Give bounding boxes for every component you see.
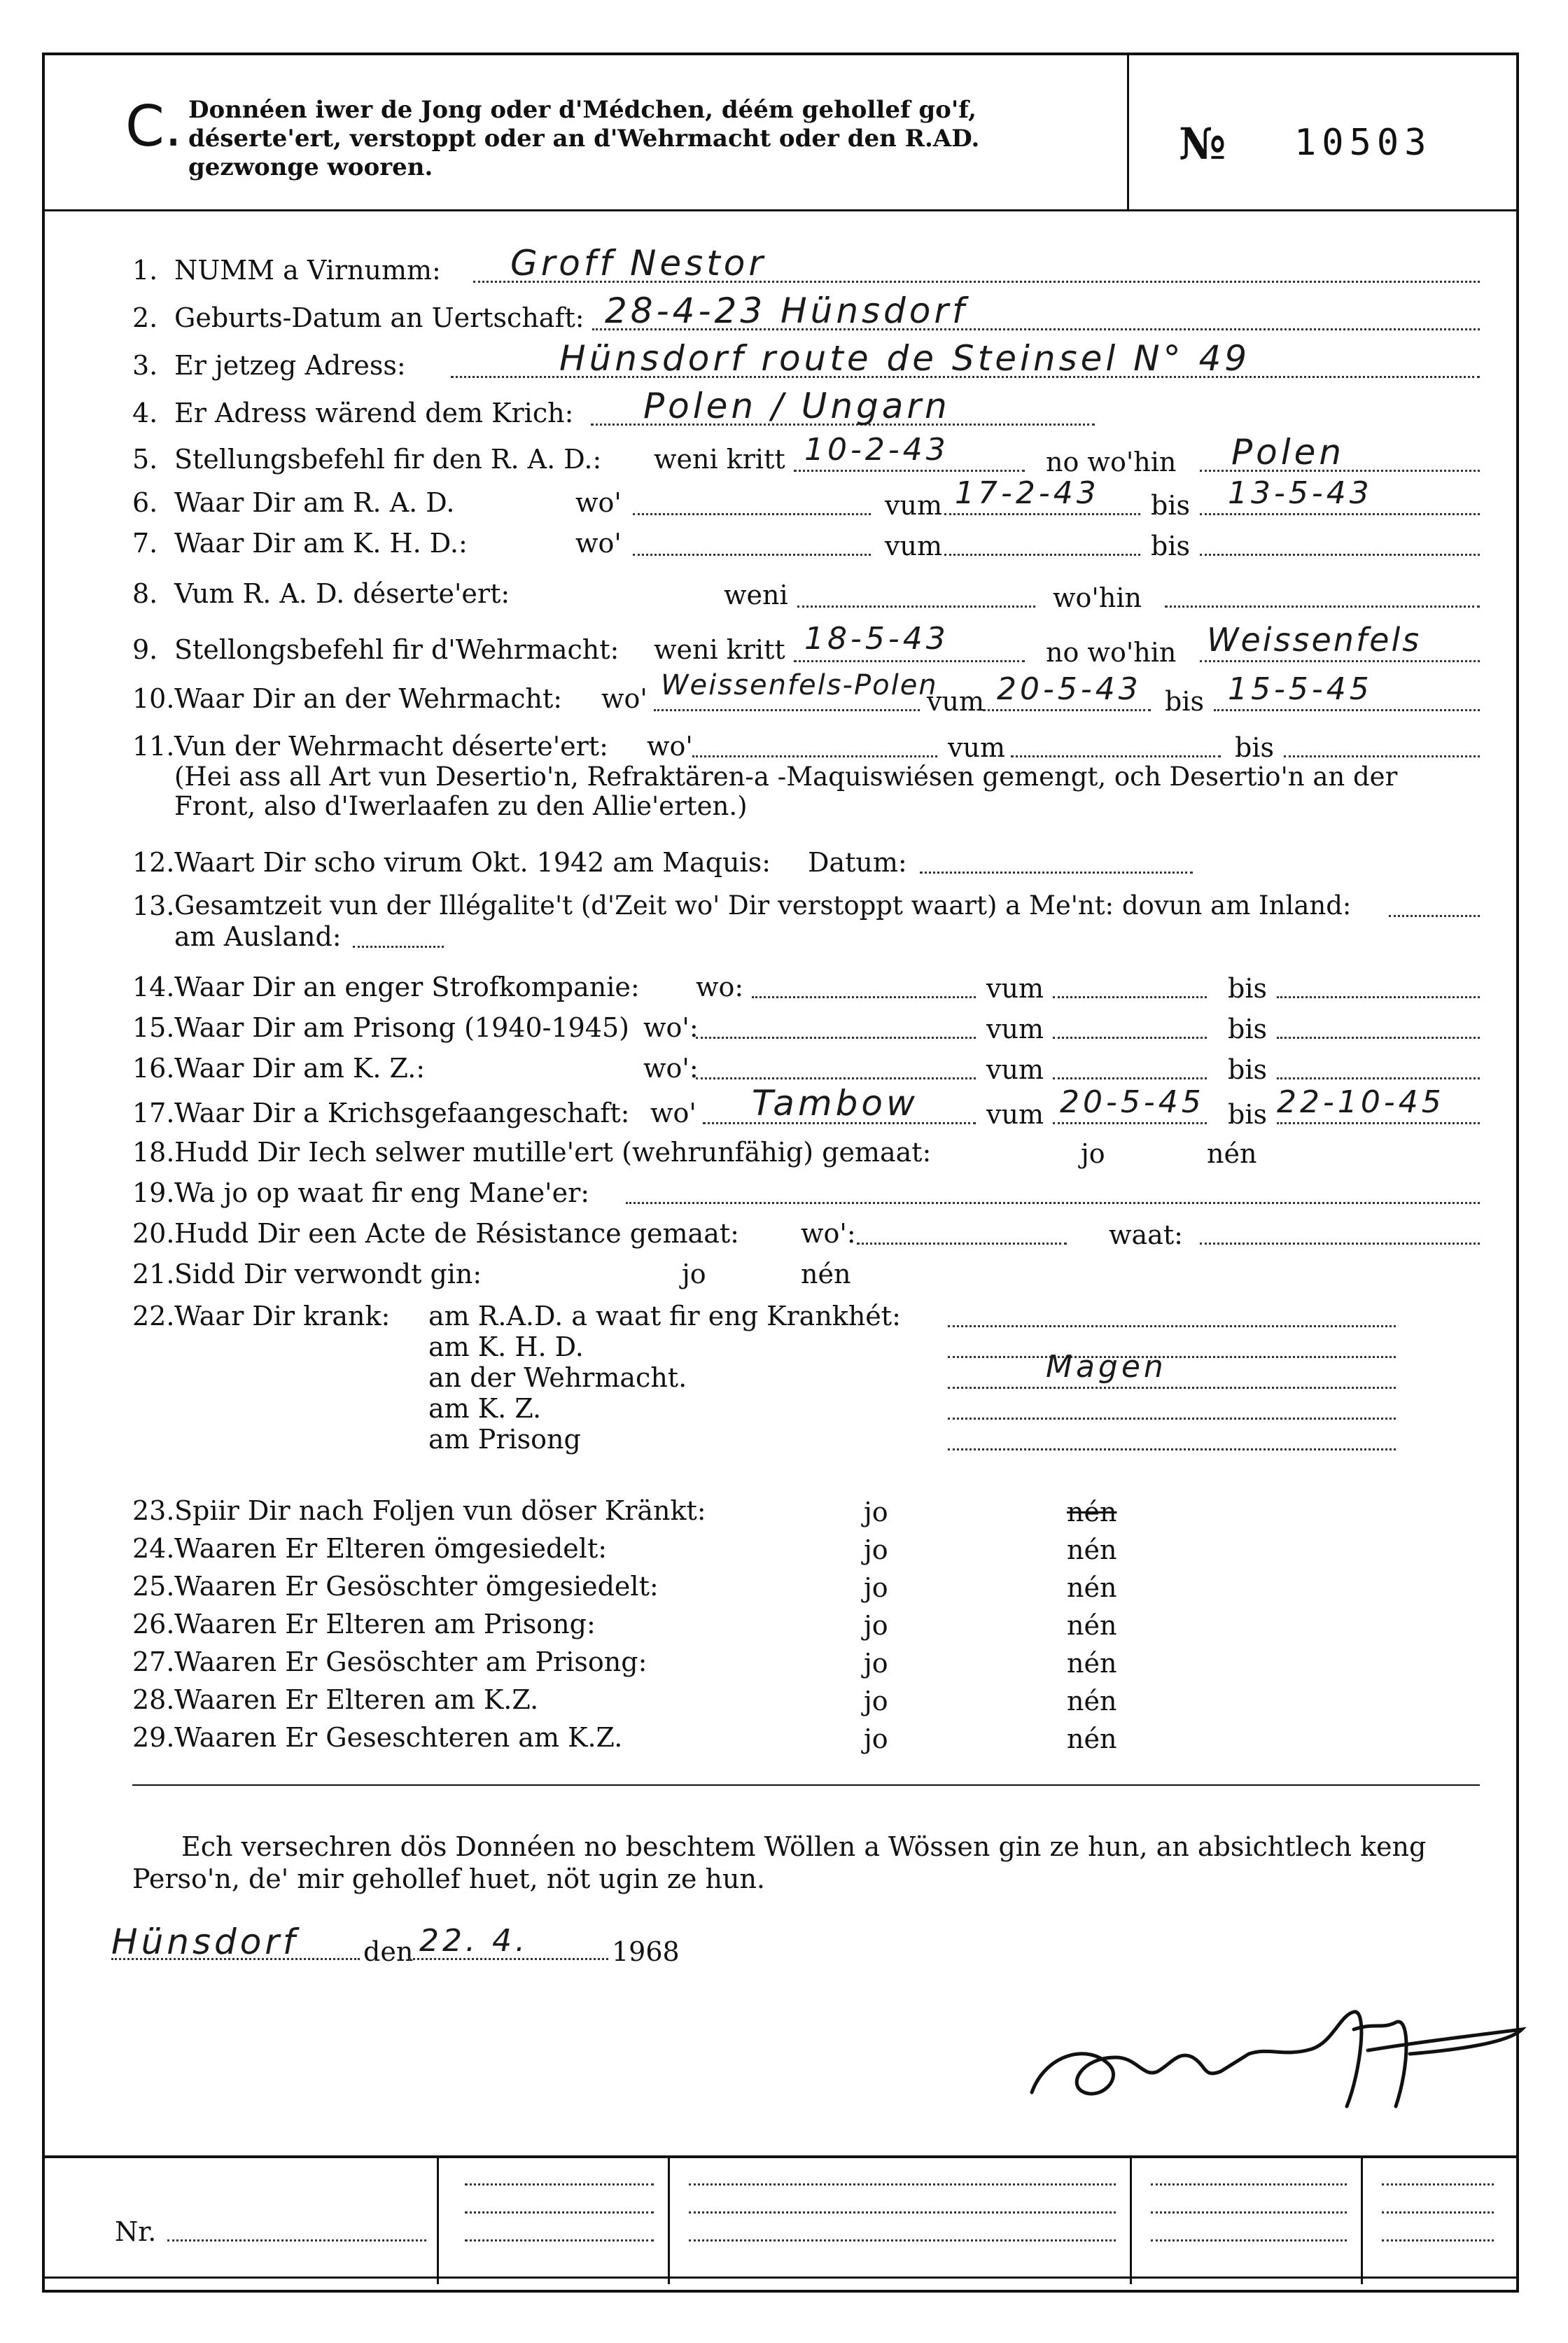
footer-divider	[668, 2155, 670, 2284]
dotted-field	[797, 606, 1035, 608]
row-number: 16.	[132, 1053, 175, 1084]
wohin-label: wo'hin	[1053, 582, 1142, 613]
dotted-field	[1284, 755, 1480, 757]
khd-label: Waar Dir am K. H. D.:	[174, 528, 468, 559]
parents-kz-label: Waaren Er Elteren am K.Z.	[174, 1684, 539, 1715]
dotted-field	[944, 554, 1140, 556]
datum-label: Datum:	[808, 847, 907, 878]
dotted-field	[1382, 2183, 1494, 2185]
dotted-field	[633, 554, 871, 556]
row-number: 13.	[132, 890, 175, 921]
wehrmacht-desert-label: Vun der Wehrmacht déserte'ert:	[174, 731, 608, 762]
row-number: 12.	[132, 847, 175, 878]
row-number: 17.	[132, 1098, 175, 1128]
dotted-field	[1011, 755, 1221, 757]
parents-prison-label: Waaren Er Elteren am Prisong:	[174, 1609, 596, 1639]
birth-value: 28-4-23 Hünsdorf	[605, 291, 968, 331]
dotted-field	[1277, 1122, 1480, 1124]
dotted-field	[1053, 1122, 1207, 1124]
row-number: 2.	[132, 302, 158, 333]
jo-option[interactable]: jo	[864, 1610, 888, 1641]
row-number: 23.	[132, 1495, 175, 1526]
dotted-field	[948, 1387, 1396, 1389]
dotted-field	[857, 1243, 1067, 1245]
row-number: 18.	[132, 1137, 175, 1168]
vum-label: vum	[948, 732, 1005, 763]
den-label: den	[363, 1936, 414, 1967]
wehrmacht-from: 20-5-43	[997, 671, 1142, 707]
dotted-field	[633, 513, 871, 515]
bottom-rule	[45, 2276, 1516, 2279]
jo-option[interactable]: jo	[864, 1648, 888, 1679]
header-divider	[1127, 55, 1129, 209]
dotted-field	[1382, 2239, 1494, 2241]
rad-label: Waar Dir am R. A. D.	[174, 487, 455, 518]
weni-label: weni	[724, 580, 788, 610]
pow-place: Tambow	[752, 1083, 918, 1124]
dotted-field	[920, 872, 1193, 874]
dotted-field	[1053, 1037, 1207, 1039]
bis-label: bis	[1235, 732, 1274, 763]
name-value: Groff Nestor	[510, 243, 766, 284]
vum-label: vum	[986, 1099, 1044, 1130]
wehrmacht-place: Weissenfels-Polen	[661, 669, 938, 701]
dotted-field	[1382, 2211, 1494, 2213]
row-number: 29.	[132, 1722, 175, 1753]
nen-option[interactable]: nén	[1067, 1686, 1117, 1716]
vum-label: vum	[927, 686, 984, 717]
address-label: Er jetzeg Adress:	[174, 350, 406, 381]
nen-option[interactable]: nén	[1207, 1138, 1257, 1169]
dotted-field	[692, 755, 937, 757]
dotted-field	[948, 1356, 1396, 1358]
ill-wehrmacht-label: an der Wehrmacht.	[428, 1362, 687, 1393]
declaration-text: Ech versechren dös Donnéen no beschtem Wöllen a Wössen gin ze hun, an absichtlech keng	[181, 1831, 1427, 1862]
dotted-field	[1200, 513, 1480, 515]
row-number: 7.	[132, 528, 158, 559]
jo-option[interactable]: jo	[864, 1686, 888, 1716]
bis-label: bis	[1151, 531, 1190, 561]
row-number: 15.	[132, 1012, 175, 1043]
row-number: 1.	[132, 255, 158, 286]
dotted-field	[1053, 1077, 1207, 1079]
wo-label: wo'	[647, 731, 693, 762]
siblings-prison-label: Waaren Er Gesöschter am Prisong:	[174, 1646, 648, 1677]
signoff-date: 22. 4.	[419, 1923, 528, 1959]
wounded-label: Sidd Dir verwondt gin:	[174, 1259, 482, 1289]
rad-order-label: Stellungsbefehl fir den R. A. D.:	[174, 444, 602, 475]
siblings-resettled-label: Waaren Er Gesöschter ömgesiedelt:	[174, 1571, 659, 1602]
wohin-label: no wo'hin	[1046, 637, 1177, 668]
row-number: 14.	[132, 972, 175, 1002]
bis-label: bis	[1151, 490, 1190, 521]
nen-option[interactable]: nén	[801, 1259, 851, 1289]
dotted-field	[689, 2239, 1116, 2241]
dotted-field	[167, 2239, 426, 2241]
footer-divider	[1361, 2155, 1363, 2284]
row-number: 26.	[132, 1609, 175, 1639]
jo-option[interactable]: jo	[682, 1259, 706, 1289]
wehrmacht-to: 15-5-45	[1228, 671, 1373, 707]
form-sheet	[42, 53, 1519, 2293]
resistance-label: Hudd Dir een Acte de Résistance gemaat:	[174, 1218, 739, 1249]
rad-order-place: Polen	[1231, 432, 1345, 473]
pow-label: Waar Dir a Krichsgefaangeschaft:	[174, 1098, 630, 1128]
dotted-field	[696, 1037, 976, 1039]
birth-label: Geburts-Datum an Uertschaft:	[174, 302, 584, 333]
wo-label: wo:	[696, 972, 744, 1002]
dotted-field	[948, 1418, 1396, 1420]
jo-option[interactable]: jo	[864, 1572, 888, 1603]
dotted-field	[689, 2211, 1116, 2213]
nen-option[interactable]: nén	[1067, 1572, 1117, 1603]
prison-label: Waar Dir am Prisong (1940-1945)	[174, 1012, 629, 1043]
illegality-label: Gesamtzeit vun der Illégalite't (d'Zeit wo' Dir verstoppt waart) a Me'nt: dovun am Inland:	[174, 890, 1352, 921]
wohin-label: no wo'hin	[1046, 447, 1177, 477]
nen-option[interactable]: nén	[1067, 1497, 1117, 1527]
ill-label: Waar Dir krank:	[174, 1301, 391, 1331]
row-number: 8.	[132, 578, 158, 609]
ill-wehrmacht-value: Magen	[1046, 1349, 1167, 1385]
dotted-field	[1277, 1037, 1480, 1039]
dotted-field	[1200, 660, 1480, 662]
dotted-field	[1200, 554, 1480, 556]
form-title: Donnéen iwer de Jong oder d'Médchen, déém gehollef go'f, déserte'ert, verstoppt oder an d'Wehrmacht oder den R.AD. gezwonge wooren.	[188, 96, 980, 181]
dotted-field	[948, 1448, 1396, 1450]
wo-label: wo':	[643, 1012, 699, 1043]
maquis-label: Waart Dir scho virum Okt. 1942 am Maquis:	[174, 847, 771, 878]
dotted-field	[1151, 2183, 1347, 2185]
desertion-note: (Hei ass all Art vun Desertio'n, Refraktären-a -Maquiswiésen gemengt, och Desertio'n an der	[174, 762, 1398, 792]
war-address-value: Polen / Ungarn	[643, 386, 951, 426]
dotted-field	[353, 946, 444, 948]
dotted-field	[944, 513, 1140, 515]
bis-label: bis	[1228, 1099, 1267, 1130]
pow-to: 22-10-45	[1277, 1084, 1445, 1120]
dotted-field	[948, 1325, 1396, 1327]
ill-kz-label: am K. Z.	[428, 1393, 542, 1424]
ill-khd-label: am K. H. D.	[428, 1331, 584, 1362]
row-number: 11.	[132, 731, 175, 762]
rad-order-date: 10-2-43	[804, 432, 949, 468]
kz-label: Waar Dir am K. Z.:	[174, 1053, 426, 1084]
dotted-field	[1200, 1243, 1480, 1245]
dotted-field	[465, 2183, 654, 2185]
signoff-year: 1968	[612, 1936, 680, 1967]
row-number: 22.	[132, 1301, 175, 1331]
vum-label: vum	[986, 1054, 1044, 1085]
aftereffects-label: Spiir Dir nach Foljen vun döser Kränkt:	[174, 1495, 706, 1526]
dotted-field	[794, 660, 1025, 662]
dotted-field	[465, 2211, 654, 2213]
bis-label: bis	[1165, 686, 1204, 717]
row-number: 20.	[132, 1218, 175, 1249]
wo-label: wo'	[575, 528, 622, 559]
signoff-place: Hünsdorf	[111, 1922, 299, 1962]
address-value: Hünsdorf route de Steinsel N° 49	[559, 338, 1251, 379]
row-number: 27.	[132, 1646, 175, 1677]
dotted-field	[1151, 2211, 1347, 2213]
name-label: NUMM a Virnumm:	[174, 255, 441, 286]
parents-resettled-label: Waaren Er Elteren ömgesiedelt:	[174, 1533, 608, 1564]
declaration-text-2: Perso'n, de' mir gehollef huet, nöt ugin ze hun.	[132, 1863, 766, 1894]
dotted-field	[1151, 2239, 1347, 2241]
vum-label: vum	[885, 490, 942, 521]
bis-label: bis	[1228, 1054, 1267, 1085]
ill-rad-label: am R.A.D. a waat fir eng Krankhét:	[428, 1301, 901, 1331]
bis-label: bis	[1228, 973, 1267, 1004]
self-mutilation-label: Hudd Dir Iech selwer mutille'ert (wehrunfähig) gemaat:	[174, 1137, 932, 1168]
row-number: 3.	[132, 350, 158, 381]
dotted-field	[1214, 709, 1480, 711]
section-letter: C.	[125, 94, 183, 159]
wehrmacht-order-label: Stellongsbefehl fir d'Wehrmacht:	[174, 634, 620, 665]
bis-label: bis	[1228, 1014, 1267, 1044]
wehrmacht-order-place: Weissenfels	[1207, 621, 1422, 659]
footer-divider	[1130, 2155, 1132, 2284]
row-number: 10.	[132, 683, 175, 714]
row-number: 6.	[132, 487, 158, 518]
signature	[1018, 1987, 1536, 2120]
form-number: 10503	[1294, 122, 1432, 164]
wehrmacht-label: Waar Dir an der Wehrmacht:	[174, 683, 563, 714]
dotted-field	[794, 470, 1025, 472]
weni-label: weni kritt	[654, 444, 785, 475]
vum-label: vum	[986, 1014, 1044, 1044]
jo-option[interactable]: jo	[864, 1497, 888, 1527]
row-number: 28.	[132, 1684, 175, 1715]
pow-from: 20-5-45	[1060, 1084, 1205, 1120]
manner-label: Wa jo op waat fir eng Mane'er:	[174, 1177, 590, 1208]
wo-label: wo':	[801, 1218, 856, 1249]
dotted-field	[983, 709, 1151, 711]
wo-label: wo'	[650, 1098, 696, 1128]
number-sign: №	[1179, 118, 1226, 169]
nen-option[interactable]: nén	[1067, 1648, 1117, 1679]
desertion-note-2: Front, also d'Iwerlaafen zu den Allie'erten.)	[174, 791, 748, 821]
nen-option[interactable]: nén	[1067, 1723, 1117, 1754]
row-number: 19.	[132, 1177, 175, 1208]
row-number: 9.	[132, 634, 158, 665]
vum-label: vum	[885, 531, 942, 561]
row-number: 4.	[132, 398, 158, 428]
dotted-field	[1053, 996, 1207, 998]
war-address-label: Er Adress wärend dem Krich:	[174, 398, 574, 428]
dotted-field	[1165, 606, 1480, 608]
dotted-field	[654, 709, 920, 711]
rad-desert-label: Vum R. A. D. déserte'ert:	[174, 578, 510, 609]
nen-option[interactable]: nén	[1067, 1610, 1117, 1641]
siblings-kz-label: Waaren Er Geseschteren am K.Z.	[174, 1722, 623, 1753]
dotted-field	[1389, 915, 1480, 917]
dotted-field	[465, 2239, 654, 2241]
row-number: 24.	[132, 1533, 175, 1564]
wo-label: wo'	[601, 683, 648, 714]
dotted-field	[696, 1077, 976, 1079]
jo-option[interactable]: jo	[864, 1723, 888, 1754]
jo-option[interactable]: jo	[1081, 1138, 1105, 1169]
rad-from: 17-2-43	[955, 475, 1100, 511]
row-number: 25.	[132, 1571, 175, 1602]
wo-label: wo':	[643, 1053, 699, 1084]
rad-to: 13-5-43	[1228, 475, 1373, 511]
abroad-label: am Ausland:	[174, 921, 342, 952]
dotted-field	[752, 996, 976, 998]
dotted-field	[1277, 1077, 1480, 1079]
jo-option[interactable]: jo	[864, 1534, 888, 1565]
ill-prison-label: am Prisong	[428, 1424, 581, 1455]
dotted-field	[689, 2183, 1116, 2185]
wo-label: wo'	[575, 487, 622, 518]
footer-divider	[437, 2155, 439, 2284]
waat-label: waat:	[1109, 1219, 1183, 1250]
wehrmacht-order-date: 18-5-43	[804, 621, 949, 657]
footer-rule	[45, 2155, 1516, 2158]
weni-label: weni kritt	[654, 634, 785, 665]
row-number: 21.	[132, 1259, 175, 1289]
header-rule	[45, 209, 1516, 211]
dotted-field	[626, 1202, 1480, 1204]
section-rule	[132, 1784, 1480, 1786]
nen-option[interactable]: nén	[1067, 1534, 1117, 1565]
dotted-field	[1277, 996, 1480, 998]
nr-label: Nr.	[115, 2216, 157, 2247]
vum-label: vum	[986, 973, 1044, 1004]
row-number: 5.	[132, 444, 158, 475]
penal-company-label: Waar Dir an enger Strofkompanie:	[174, 972, 640, 1002]
